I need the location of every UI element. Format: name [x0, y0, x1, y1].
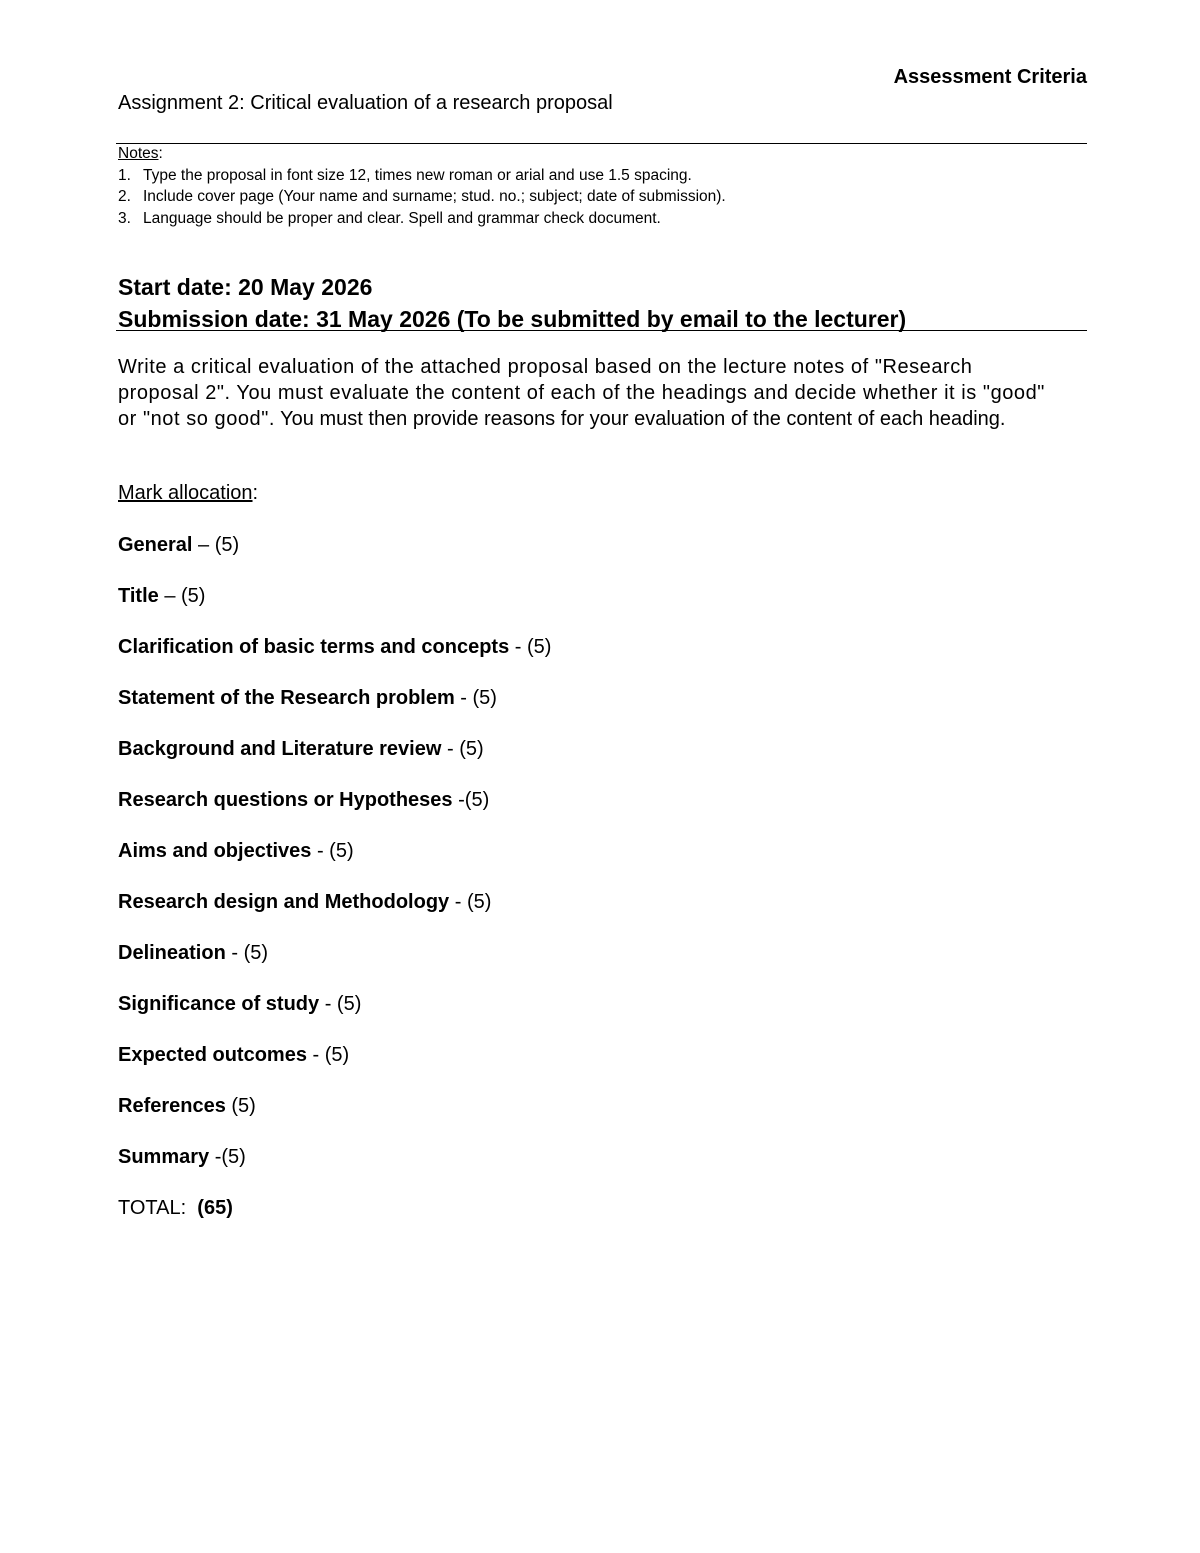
- criterion-mark: -(5): [452, 789, 490, 811]
- instructions-paragraph: [118, 354, 1058, 432]
- criterion-name: Expected outcomes: [118, 1044, 307, 1066]
- criterion-name: Significance of study: [118, 993, 320, 1015]
- notes-heading: [118, 143, 726, 165]
- total-value: (65): [197, 1197, 233, 1219]
- notes-label: Notes: [118, 145, 159, 162]
- dates-divider: [116, 330, 1087, 331]
- list-item: [118, 208, 726, 230]
- list-item: [118, 685, 551, 736]
- criterion-mark: - (5): [441, 738, 484, 760]
- instructions-part-2: You must then provide reasons for your evaluation of the content of each heading.: [274, 408, 1006, 430]
- assignment-title: Assignment 2: Critical evaluation of a research proposal: [118, 92, 613, 114]
- list-item: [118, 532, 551, 583]
- criterion-name: Background and Literature review: [118, 738, 442, 760]
- notes-list: [118, 165, 726, 230]
- total-label: TOTAL:: [118, 1197, 198, 1219]
- criterion-name: Research questions or Hypotheses: [118, 789, 453, 811]
- note-text: Language should be proper and clear. Spell and grammar check document.: [143, 209, 661, 227]
- criterion-mark: - (5): [306, 1044, 350, 1066]
- mark-allocation-colon: :: [252, 482, 259, 504]
- notes-label-colon: :: [158, 145, 163, 162]
- criterion-mark: - (5): [449, 891, 492, 913]
- list-item: [118, 165, 726, 187]
- criterion-name: Clarification of basic terms and concepts: [118, 636, 510, 658]
- list-item: [118, 940, 551, 991]
- list-item: [118, 583, 551, 634]
- mark-allocation-heading: [118, 482, 258, 505]
- list-item: [118, 1093, 551, 1144]
- list-item: [118, 186, 726, 208]
- criterion-name: Delineation: [118, 942, 226, 964]
- criterion-mark: - (5): [311, 840, 354, 862]
- list-item: [118, 889, 551, 940]
- criterion-mark: - (5): [454, 687, 497, 709]
- list-item: [118, 991, 551, 1042]
- instructions-part-1: Write a critical evaluation of the attached proposal based on the lecture notes of "Research proposal 2". You must evaluate the content of each of the headings and decide whether it is "good" or "not so good".: [118, 356, 1045, 430]
- criterion-name: General: [118, 534, 193, 556]
- submission-date: Submission date: 31 May 2026 (To be submitted by email to the lecturer): [118, 306, 907, 332]
- section-label: Assessment Criteria: [893, 66, 1087, 88]
- criterion-name: Title: [118, 585, 159, 607]
- note-number: 3.: [118, 209, 131, 227]
- criterion-mark: (5): [225, 1095, 256, 1117]
- note-number: 2.: [118, 188, 131, 205]
- list-item: [118, 736, 551, 787]
- criterion-name: Statement of the Research problem: [118, 687, 455, 709]
- criterion-mark: – (5): [158, 585, 206, 607]
- list-item: [118, 1042, 551, 1093]
- criteria-list: [118, 532, 551, 1246]
- criterion-name: Summary: [118, 1146, 210, 1168]
- criterion-mark: - (5): [319, 993, 362, 1015]
- notes-section: [118, 143, 726, 229]
- note-text: Type the proposal in font size 12, times new roman or arial and use 1.5 spacing.: [143, 166, 692, 184]
- criterion-mark: - (5): [509, 636, 552, 658]
- list-item: [118, 634, 551, 685]
- note-text: Include cover page (Your name and surname; stud. no.; subject; date of submission).: [143, 188, 726, 205]
- criterion-mark: - (5): [225, 942, 269, 964]
- start-date: Start date: 20 May 2026: [118, 274, 373, 300]
- criterion-name: Aims and objectives: [118, 840, 312, 862]
- note-number: 1.: [118, 166, 131, 184]
- total-row: [118, 1195, 551, 1246]
- criterion-mark: – (5): [192, 534, 240, 556]
- mark-allocation-label: Mark allocation: [118, 482, 253, 504]
- criterion-name: Research design and Methodology: [118, 891, 450, 913]
- criterion-name: References: [118, 1095, 226, 1117]
- list-item: [118, 787, 551, 838]
- list-item: [118, 1144, 551, 1195]
- dates-section: [118, 271, 906, 335]
- criterion-mark: -(5): [209, 1146, 246, 1168]
- list-item: [118, 838, 551, 889]
